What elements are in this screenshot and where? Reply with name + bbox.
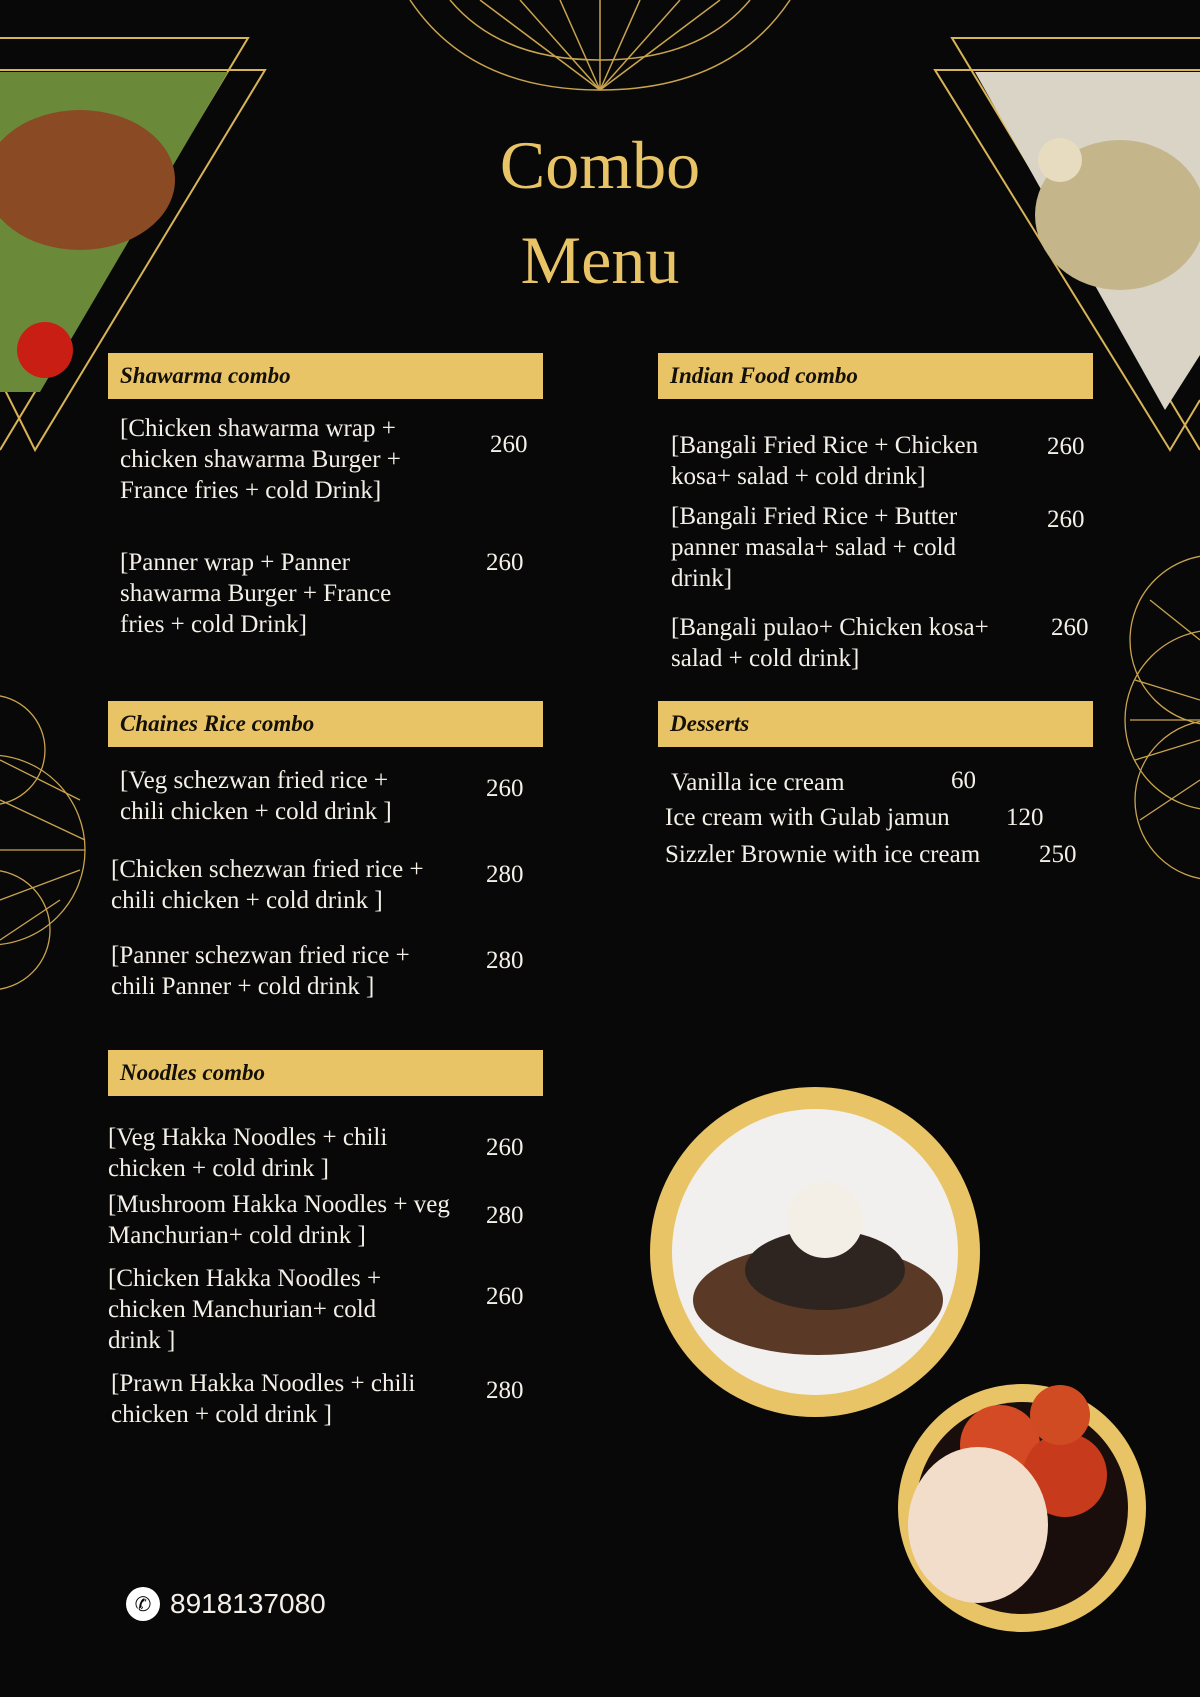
menu-item: Vanilla ice cream xyxy=(671,769,845,796)
menu-item: [Panner wrap + Panner shawarma Burger + France fries + cold Drink] xyxy=(120,549,392,638)
phone-number[interactable]: 8918137080 xyxy=(170,1588,326,1619)
menu-item-price: 260 xyxy=(486,549,524,576)
menu-item-price: 280 xyxy=(486,861,524,888)
section-header-indian: Indian Food combo xyxy=(658,353,1093,399)
menu-item-price: 280 xyxy=(486,1202,524,1229)
left-circle-ornament xyxy=(0,695,85,990)
menu-item: [Bangali Fried Rice + Butter panner masala+ salad + cold drink] xyxy=(671,503,958,592)
menu-item: [Mushroom Hakka Noodles + veg Manchurian+ cold drink ] xyxy=(108,1191,450,1249)
menu-item-price: 260 xyxy=(486,1134,524,1161)
menu-item: Ice cream with Gulab jamun xyxy=(665,804,950,831)
menu-item: Sizzler Brownie with ice cream xyxy=(665,841,981,868)
menu-item: [Veg Hakka Noodles + chili chicken + cold drink ] xyxy=(108,1124,388,1182)
menu-item: [Veg schezwan fried rice + chili chicken + cold drink ] xyxy=(120,767,392,825)
menu-item-price: 280 xyxy=(486,1377,524,1404)
menu-item-price: 260 xyxy=(486,1283,524,1310)
menu-item-price: 260 xyxy=(1047,506,1085,533)
menu-item: [Panner schezwan fried rice + chili Panner + cold drink ] xyxy=(111,942,410,1000)
menu-item-price: 60 xyxy=(951,767,976,794)
title-line-2: Menu xyxy=(520,222,680,298)
menu-item: [Bangali pulao+ Chicken kosa+ salad + cold drink] xyxy=(671,614,989,672)
brownie-photo xyxy=(650,1087,980,1417)
page-title xyxy=(0,118,1200,308)
menu-item-price: 260 xyxy=(1047,433,1085,460)
right-circle-ornament xyxy=(1125,555,1200,880)
menu-item: [Chicken schezwan fried rice + chili chicken + cold drink ] xyxy=(111,856,424,914)
phone-icon: ✆ xyxy=(126,1587,160,1621)
section-header-noodles: Noodles combo xyxy=(108,1050,543,1096)
gulab-jamun-photo xyxy=(898,1384,1146,1632)
menu-item-price: 120 xyxy=(1006,804,1044,831)
top-fan-ornament xyxy=(410,0,790,90)
section-header-shawarma: Shawarma combo xyxy=(108,353,543,399)
menu-item: [Bangali Fried Rice + Chicken kosa+ salad + cold drink] xyxy=(671,432,979,490)
section-header-desserts: Desserts xyxy=(658,701,1093,747)
menu-item: [Chicken shawarma wrap + chicken shawarma Burger + France fries + cold Drink] xyxy=(120,415,401,504)
menu-item-price: 260 xyxy=(1051,614,1089,641)
menu-item: [Prawn Hakka Noodles + chili chicken + cold drink ] xyxy=(111,1370,416,1428)
menu-item-price: 250 xyxy=(1039,841,1077,868)
menu-item: [Chicken Hakka Noodles + chicken Manchurian+ cold drink ] xyxy=(108,1265,382,1354)
menu-item-price: 280 xyxy=(486,947,524,974)
menu-item-price: 260 xyxy=(486,775,524,802)
section-header-chinese-rice: Chaines Rice combo xyxy=(108,701,543,747)
phone-contact[interactable] xyxy=(126,1587,326,1621)
menu-item-price: 260 xyxy=(490,431,528,458)
title-line-1: Combo xyxy=(499,127,701,203)
